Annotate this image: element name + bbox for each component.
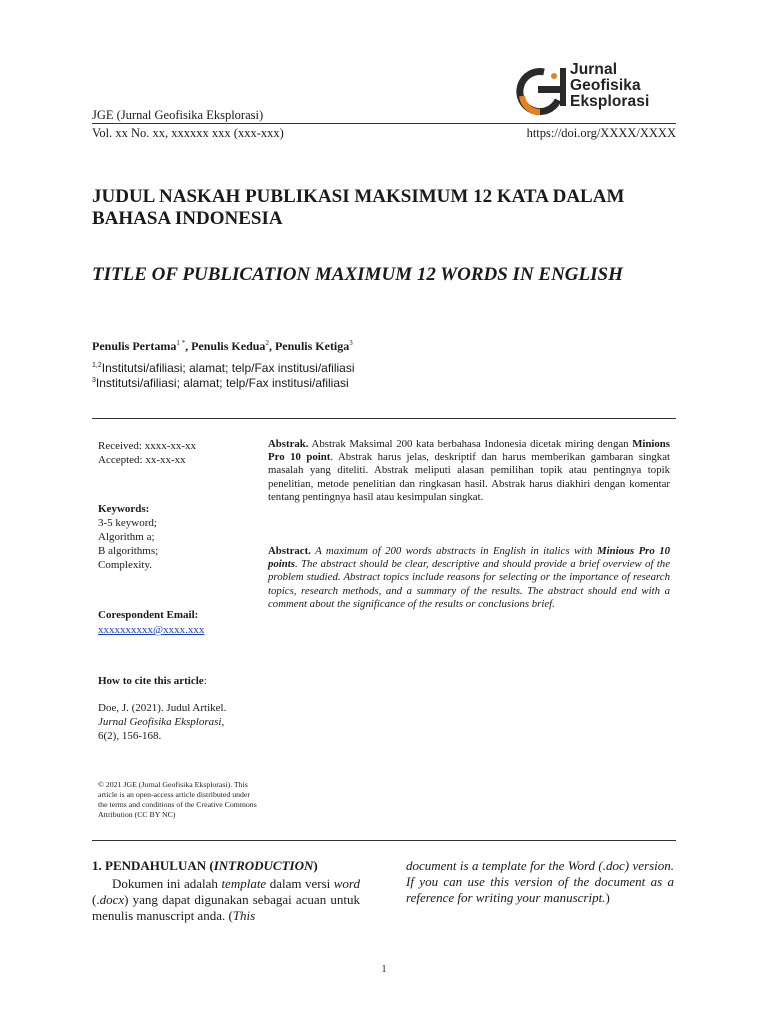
author-third: Penulis Ketiga <box>274 339 350 353</box>
abstract-label: Abstract. <box>268 545 311 557</box>
author-first: Penulis Pertama <box>92 339 177 353</box>
affiliation-2 <box>92 376 349 390</box>
cite-heading <box>98 675 258 689</box>
author-third-sup: 3 <box>349 339 353 347</box>
cite-colon: : <box>203 675 207 687</box>
cite-line-1: Doe, J. (2021). Judul Artikel. <box>98 702 227 714</box>
abstract-text: . The abstract should be clear, descriptive and should provide a brief overview of the problem studied. Abstract topics include reasons for selecting or the importance of research topics, research methods, and a summary of the results. The abstract should end with a comment about the significance of the results or conclusions brief. <box>268 558 670 610</box>
cite-label: How to cite this article <box>98 675 204 687</box>
keywords-label: Keywords: <box>98 503 150 515</box>
affiliation-text: Institutsi/afiliasi; alamat; telp/Fax institusi/afiliasi <box>101 361 355 375</box>
abstract-english <box>268 545 670 611</box>
body-italic: document is a template for the Word (.doc) version. If you can use this version of the document as a reference for writing your manuscript. <box>406 858 674 905</box>
header-journal-name: JGE (Jurnal Geofisika Eksplorasi) <box>92 108 264 122</box>
title-indonesian: JUDUL NASKAH PUBLIKASI MAKSIMUM 12 KATA DALAM BAHASA INDONESIA <box>92 186 625 229</box>
body-text: (. <box>92 892 100 907</box>
author-list <box>92 339 353 354</box>
cite-journal: Jurnal Geofisika Eksplorasi <box>98 716 222 728</box>
body-italic: docx <box>99 892 125 907</box>
author-sep: , <box>268 339 275 353</box>
body-italic: This <box>232 908 256 923</box>
body-right-column <box>406 858 674 906</box>
body-text: ) yang dapat digunakan sebagai acuan untuk menulis manuscript anda. ( <box>92 892 360 923</box>
body-left-column <box>92 876 360 924</box>
affiliation-text: Institutsi/afiliasi; alamat; telp/Fax institusi/afiliasi <box>95 376 349 390</box>
header-rule <box>92 123 676 124</box>
abstrak-text: Abstrak Maksimal 200 kata berbahasa Indonesia dicetak miring dengan <box>308 438 633 450</box>
received-date: Received: xxxx-xx-xx <box>98 440 197 452</box>
affiliation-sup: 3 <box>92 377 96 384</box>
abstrak-bold: Minions Pro 10 point <box>268 438 670 464</box>
jge-logo-icon <box>514 66 568 118</box>
cite-line-3: 6(2), 156-168. <box>98 730 162 742</box>
author-second-sup: 2 <box>265 339 269 347</box>
cite-comma: , <box>221 716 225 728</box>
affiliation-sup: 1,2 <box>92 362 102 369</box>
abstrak-label: Abstrak. <box>268 438 309 450</box>
section-heading-en: INTRODUCTION <box>213 858 314 873</box>
logo-line1: Jurnal <box>570 61 618 78</box>
logo-wordmark <box>570 62 649 110</box>
accepted-date: Accepted: xx-xx-xx <box>98 454 186 466</box>
cite-line-2 <box>98 716 258 730</box>
journal-logo <box>514 62 676 120</box>
logo-line3: Eksplorasi <box>570 93 650 110</box>
author-first-sup: 1 * <box>176 339 186 347</box>
header-doi-link[interactable]: https://doi.org/XXXX/XXXX <box>526 126 676 140</box>
body-italic: template <box>221 876 267 891</box>
section-heading-close: ) <box>313 858 318 873</box>
email-label: Corespondent Email: <box>98 609 199 621</box>
author-second: Penulis Kedua <box>191 339 266 353</box>
keyword-item: 3-5 keyword; <box>98 517 157 529</box>
body-text: Dokumen ini adalah <box>112 876 222 891</box>
abstrak-text: . Abstrak harus jelas, deskriptif dan harus memberikan gambaran singkat masalah yang diteliti. Abstrak meliputi alasan pemilihan topik atau pentingnya topik penelitian, metode penelitian dan ringkasan hasil. Abstrak harus diakhiri dengan komentar tentang pentingnya hasil atau kesimpulan singkat. <box>268 451 670 503</box>
abstract-bottom-rule <box>92 840 676 841</box>
keyword-item: Complexity. <box>98 559 152 571</box>
license-note: © 2021 JGE (Jurnal Geofisika Eksplorasi). This article is an open-access article distributed under the terms and conditions of the Creative Commons Attribution (CC BY NC) <box>98 780 257 819</box>
body-italic: word <box>333 876 360 891</box>
section-heading-id: 1. PENDAHULUAN ( <box>92 858 214 873</box>
author-sep: , <box>185 339 192 353</box>
body-text: dalam versi <box>266 876 334 891</box>
keyword-item: Algorithm a; <box>98 531 155 543</box>
keyword-item: B algorithms; <box>98 545 159 557</box>
body-text: ) <box>605 890 610 905</box>
affiliation-1 <box>92 361 355 375</box>
header-volume: Vol. xx No. xx, xxxxxx xxx (xxx-xxx) <box>92 126 284 140</box>
page-number: 1 <box>381 964 387 975</box>
title-english: TITLE OF PUBLICATION MAXIMUM 12 WORDS IN ENGLISH <box>92 264 623 285</box>
abstract-bold: Minious Pro 10 points <box>268 545 670 571</box>
abstract-top-rule <box>92 418 676 419</box>
abstract-text: A maximum of 200 words abstracts in English in italics with <box>310 545 597 557</box>
abstrak-indonesian <box>268 438 670 504</box>
logo-line2: Geofisika <box>570 77 641 94</box>
section-heading <box>92 858 318 874</box>
email-link[interactable]: xxxxxxxxxx@xxxx.xxx <box>98 624 205 636</box>
